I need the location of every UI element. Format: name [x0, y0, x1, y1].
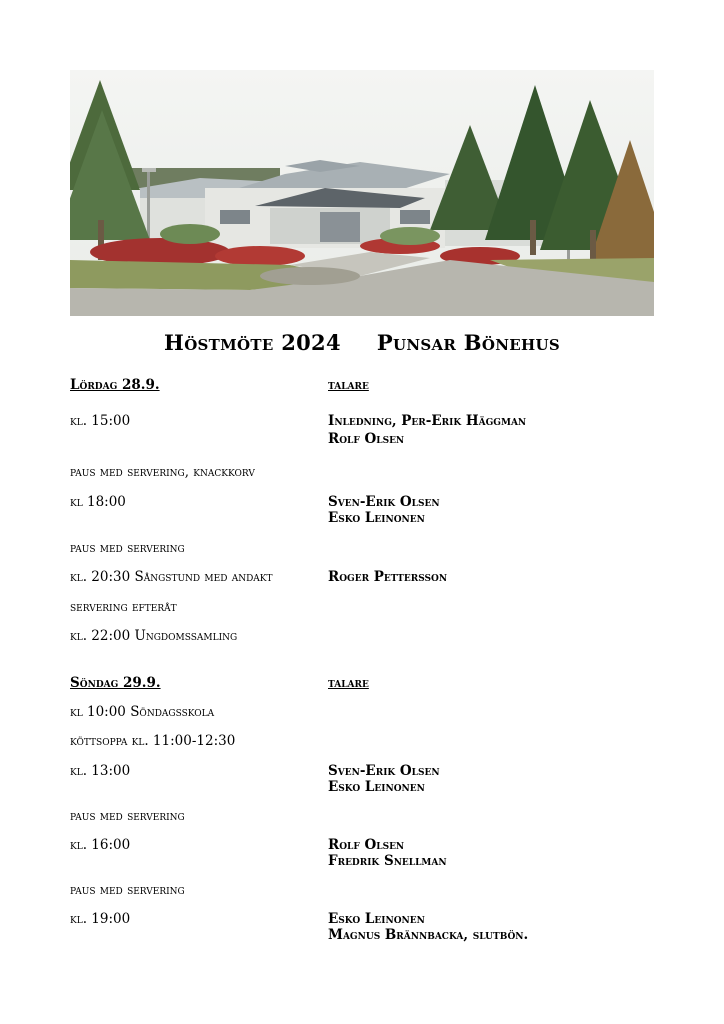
saturday-day-heading: Lördag 28.9.	[70, 377, 160, 393]
speaker-line: Sven-Erik Olsen	[328, 494, 440, 510]
speaker-line: Esko Leinonen	[328, 779, 425, 795]
building-photo-illustration	[70, 70, 654, 316]
saturday-speakers-1800	[328, 494, 440, 526]
saturday-time-1800: kl 18:00	[70, 494, 126, 510]
speaker-line: Rolf Olsen	[328, 837, 405, 853]
saturday-break-2: paus med servering	[70, 540, 185, 556]
saturday-speakers-heading: talare	[328, 377, 369, 393]
sunday-speakers-1900	[328, 911, 528, 943]
sunday-speakers-1600	[328, 837, 447, 869]
speaker-line: Magnus Brännbacka, slutbön.	[328, 927, 529, 943]
sunday-time-1000: kl 10:00 Söndagsskola	[70, 704, 215, 720]
saturday-time-2200: kl. 22:00 Ungdomssamling	[70, 628, 238, 644]
saturday-break-1: paus med servering, knackkorv	[70, 464, 255, 480]
sunday-break-2: paus med servering	[70, 882, 185, 898]
saturday-after-serving: servering efteråt	[70, 599, 177, 615]
sunday-day-heading: Söndag 29.9.	[70, 675, 161, 691]
saturday-time-2030: kl. 20:30 Sångstund med andakt	[70, 569, 273, 585]
sunday-time-1300: kl. 13:00	[70, 763, 131, 779]
speaker-line: Rolf Olsen	[328, 431, 405, 447]
speaker-line: Fredrik Snellman	[328, 853, 447, 869]
sunday-time-1900: kl. 19:00	[70, 911, 131, 927]
title-event: Höstmöte 2024	[164, 330, 341, 355]
speaker-line: Esko Leinonen	[328, 911, 425, 927]
speaker-line: Inledning, Per-Erik Häggman	[328, 413, 527, 429]
sunday-speakers-heading: talare	[328, 675, 369, 691]
speaker-line: Roger Pettersson	[328, 569, 448, 585]
title-venue: Punsar Bönehus	[376, 330, 560, 355]
speaker-line: Esko Leinonen	[328, 510, 425, 526]
sunday-lunch: köttsoppa kl. 11:00-12:30	[70, 733, 236, 749]
sunday-break-1: paus med servering	[70, 808, 185, 824]
saturday-speakers-2030	[328, 569, 447, 585]
page-title	[0, 330, 724, 355]
building-photo	[70, 70, 654, 316]
saturday-time-1500: kl. 15:00	[70, 413, 131, 429]
saturday-speakers-1500	[328, 413, 526, 447]
speaker-line: Sven-Erik Olsen	[328, 763, 440, 779]
sunday-time-1600: kl. 16:00	[70, 837, 131, 853]
sunday-speakers-1300	[328, 763, 440, 795]
